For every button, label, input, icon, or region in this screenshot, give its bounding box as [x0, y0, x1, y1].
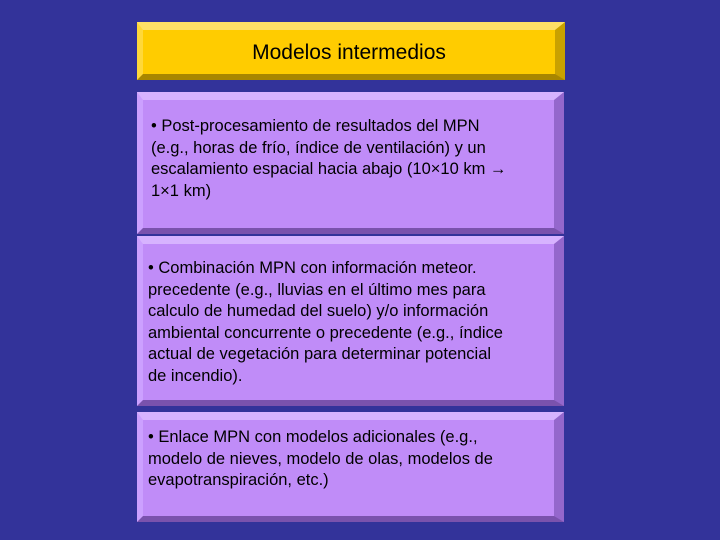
- content-box-1: [137, 92, 564, 234]
- bullet-text-1: • Post-procesamiento de resultados del MPN (e.g., horas de frío, índice de ventilación) y un escalamiento espacial hacia abajo (10×10 km → 1×1 km): [151, 117, 507, 200]
- slide-title: Modelos intermedios: [252, 41, 446, 64]
- bullet-text-3: • Enlace MPN con modelos adicionales (e.g., modelo de nieves, modelo de olas, modelos de evapotranspiración, etc.): [148, 428, 493, 489]
- title-box: [137, 22, 565, 80]
- title-face: [137, 22, 565, 80]
- content-box-3: [137, 412, 564, 522]
- bullet-text-2: • Combinación MPN con información meteor. precedente (e.g., lluvias en el último mes para calculo de humedad del suelo) y/o información ambiental concurrente o precedente (e.g., índice actual de vegetación para determinar potencial de incendio).: [148, 259, 503, 385]
- content-box-2: [137, 236, 564, 406]
